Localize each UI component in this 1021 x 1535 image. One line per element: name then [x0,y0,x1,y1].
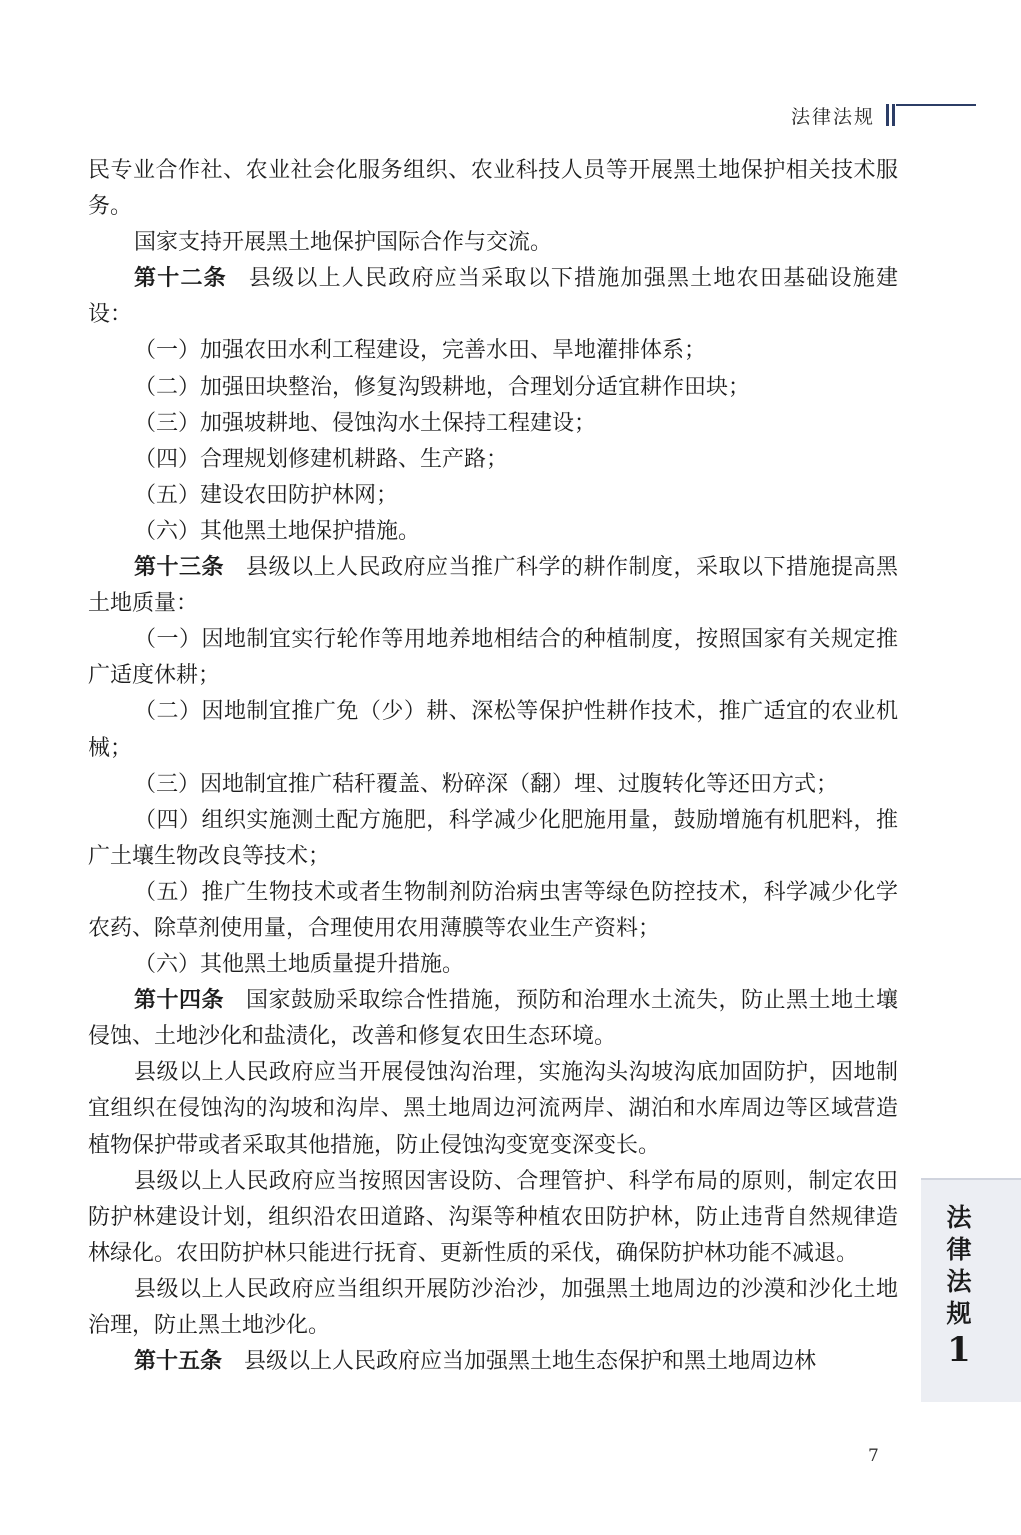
article-label: 第十四条 [134,988,224,1014]
article-text: 县级以上人民政府应当加强黑土地生态保护和黑土地周边林 [244,1349,817,1375]
section-title: 法律法规 [790,106,875,128]
list-item: （五）建设农田防护林网； [134,482,399,508]
side-tab-label [937,1202,981,1330]
article-text: 县级以上人民政府应当采取以下措施加强黑土地农田基础设施建设： [88,266,898,328]
article-14 [88,983,898,1055]
list-item: （四）组织实施测土配方施肥，科学减少化肥施用量，鼓励增施有机肥料，推广土壤生物改良等技术； [88,807,898,869]
list-item: （三）因地制宜推广秸秆覆盖、粉碎深（翻）埋、过腹转化等还田方式； [134,771,839,797]
article-label: 第十五条 [134,1349,223,1375]
list-item: （二）因地制宜推广免（少）耕、深松等保护性耕作技术，推广适宜的农业机械； [88,699,898,761]
article-12 [88,261,898,333]
paragraph: 国家支持开展黑土地保护国际合作与交流。 [134,230,553,256]
article-15 [88,1344,898,1380]
side-tab-number: 1 [947,1330,971,1370]
list-item: （六）其他黑土地质量提升措施。 [134,952,465,978]
side-tab-char: 律 [946,1235,972,1264]
list-item: （一）加强农田水利工程建设，完善水田、旱地灌排体系； [134,338,707,364]
paragraph: 县级以上人民政府应当按照因害设防、合理管护、科学布局的原则，制定农田防护林建设计划，组织沿农田道路、沟渠等种植农田防护林，防止违背自然规律造林绿化。农田防护林只能进行抚育、更新性质的采伐，确保防护林功能不减退。 [88,1168,898,1266]
article-13 [88,550,898,622]
page-number: 7 [868,1446,879,1466]
body-text [88,153,898,1380]
paragraph-continuation: 民专业合作社、农业社会化服务组织、农业科技人员等开展黑土地保护相关技术服务。 [88,158,898,220]
header-bar-mark [886,104,889,126]
header-bar-mark [892,104,895,126]
paragraph: 县级以上人民政府应当开展侵蚀沟治理，实施沟头沟坡沟底加固防护，因地制宜组织在侵蚀沟的沟坡和沟岸、黑土地周边河流两岸、湖泊和水库周边等区域营造植物保护带或者采取其他措施，防止侵蚀沟变宽变深变长。 [88,1060,898,1158]
article-text: 县级以上人民政府应当推广科学的耕作制度，采取以下措施提高黑土地质量： [88,555,898,617]
running-header [0,100,1021,132]
article-label: 第十二条 [134,266,227,292]
list-item: （二）加强田块整治，修复沟毁耕地，合理划分适宜耕作田块； [134,374,751,400]
chapter-side-tab [921,1178,1021,1402]
article-text: 国家鼓励采取综合性措施，预防和治理水土流失，防止黑土地土壤侵蚀、土地沙化和盐渍化，改善和修复农田生态环境。 [88,988,898,1050]
paragraph: 县级以上人民政府应当组织开展防沙治沙，加强黑土地周边的沙漠和沙化土地治理，防止黑土地沙化。 [88,1276,898,1338]
side-tab-char: 规 [946,1299,972,1328]
article-label: 第十三条 [134,555,224,581]
header-rule [896,104,976,106]
list-item: （四）合理规划修建机耕路、生产路； [134,446,509,472]
side-tab-char: 法 [946,1267,972,1296]
side-tab-char: 法 [946,1203,972,1232]
list-item: （三）加强坡耕地、侵蚀沟水土保持工程建设； [134,410,597,436]
list-item: （五）推广生物技术或者生物制剂防治病虫害等绿色防控技术，科学减少化学农药、除草剂使用量，合理使用农用薄膜等农业生产资料； [88,879,898,941]
list-item: （一）因地制宜实行轮作等用地养地相结合的种植制度，按照国家有关规定推广适度休耕； [88,627,898,689]
list-item: （六）其他黑土地保护措施。 [134,518,421,544]
